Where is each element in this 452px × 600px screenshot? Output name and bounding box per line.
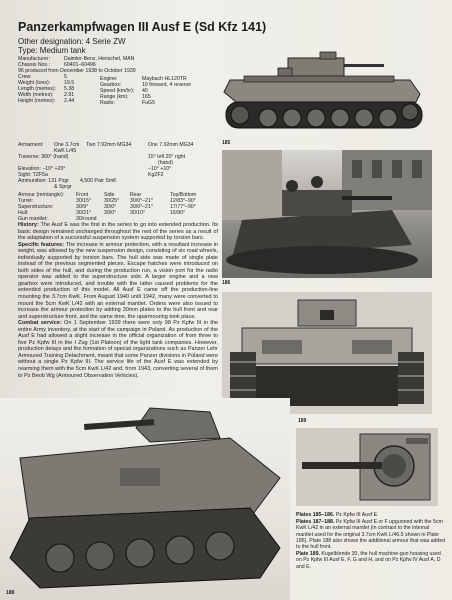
gear-row: Gearbox: 10 forward, 4 reverse	[100, 82, 192, 89]
caption: Plates 187–188. Pz Kpfw III Ausf E or F upgunned with the 5cm KwK L/42 in an external mantlet (in contrast to the internal mantlet used for the original 3.7cm KwK L/46.5 shown in Plate 186). Plate 188 also shows the additional armour that was added to the hull front.	[296, 519, 446, 551]
spec-row: 96 produced from December 1938 to October 1939	[18, 68, 136, 75]
plate-189-photo	[296, 428, 438, 506]
spec-row: Length (metres): 5.38	[18, 86, 75, 93]
plate-number: 186	[222, 280, 231, 286]
designation-line: Other designation: 4 Serie ZW	[18, 37, 126, 46]
spec-row: Crew: 5	[18, 74, 67, 81]
gear-row: Range (km): 165	[100, 94, 151, 101]
spec-row: Width (metres): 2.91	[18, 92, 75, 99]
armour-row: Hull: 30/21° 30/0° 30/10° 16/90°	[18, 210, 186, 217]
armament-block: Armament: One 3.7cm Two 7.92mm MG34 One 7.92mm MG34 KwK L/45 Traverse: 360° (hand) 15° left 20° right (hand)	[18, 142, 194, 167]
paragraph: Specific features: The increase in armour protection, with a resultant increase in weight, was allowed by the new suspension design, consisting of six road wheels, individually supported by torsion bars. The hull side was made of single plate instead of the previous segmented pieces. Escape hatches were introduced on both sides of the hull, and during the production run, a vision port for the radio operator was added to the superstructure side. A larger engine and a new gearbox were introduced, and trouble with the latter caused problems for the extended production of this model. All Ausf E came off the production-line mounting the 3.7cm KwK. From August 1940 until 1942, many were converted to mount the 5cm KwK L/42 with an external mantlet. Orders were also issued to increase the armour protection by adding 30mm plates to the hull front and rear and superstructure front, and the same time, the uparmouring took place.	[18, 241, 218, 320]
armour-table	[18, 192, 228, 222]
plate-number: 188	[6, 590, 15, 596]
paragraph: History: The Ausf E was the first in the series to go into extended production. Its basic design remained unchanged throughout the rest of the series as a result of the adaptation of a successful suspension system supported by torsion bars.	[18, 222, 218, 242]
caption: Plates 185–186. Pz Kpfw III Ausf E.	[296, 512, 379, 518]
armour-header: Armour (mm/angle): Front Side Rear Top/Bottom	[18, 192, 197, 198]
spec-row: Weight (tons): 19.5	[18, 80, 75, 87]
spec-row: Chassis Nos.: 60401–60496	[18, 62, 96, 69]
plate-186-photo	[222, 150, 432, 278]
armour-row: Turret: 30/15° 30/25° 30/0°–21° 12/83°–90°	[18, 198, 196, 205]
page-title: Panzerkampfwagen III Ausf E (Sd Kfz 141)	[18, 20, 267, 34]
spec-row: Manufacturer: Daimler-Benz, Henschel, MAN	[18, 56, 135, 62]
plate-number: 189	[298, 418, 307, 424]
plate-188-photo	[0, 398, 290, 600]
gear-row: Engine: Maybach HL120TR	[100, 76, 187, 82]
spec-row: Height (metres): 2.44	[18, 98, 75, 105]
gear-row: Radio: FuG5	[100, 100, 155, 107]
paragraph: Combat service: On 1 September 1939 there were only 98 Pz Kpfw III in the entire Army inventory, at the start of the campaign in Poland. As production of the Ausf E had allowed a slight increase in the official organization of from three to five Pz Kpfw III in the I Zug (1st Platoon) of the light tank companies. However, production delays and the formation of special organizations such as Panzer Lehr Armoured Training Detachment, meant that some Panzer divisions in Poland were without a single Pz Kpfw III. The service life of the Ausf E was extended by rearming them with the 5cm KwK L/42 and, from 1943, converting several of them to Pz Beob Wg (Armoured Observation Vehicles).	[18, 320, 218, 379]
caption: Plate 189. Kugelblende 30, the hull machine-gun housing used on Pz Kpfw III Ausf E, F, G and H, and on Pz Kpfw IV Ausf A, D and E.	[296, 551, 441, 570]
type-line: Type: Medium tank	[18, 46, 86, 55]
plate-185-tank-side-drawing	[220, 50, 432, 136]
armour-row: Superstructure: 30/9° 30/0° 30/0°–21° 17/77°–90°	[18, 204, 196, 211]
plate-187-photo	[222, 292, 432, 414]
gear-row: Speed (km/hr): 40	[100, 88, 148, 95]
plate-number: 185	[222, 140, 231, 146]
armament-block-2: Elevation: −10° +20° −10° +10° Sight: TZF5a KgZF2 Ammunition: 131 Pzgr 4,500 Patr SmK & Sprgr	[18, 166, 172, 191]
body-text	[18, 222, 218, 379]
plate-captions	[296, 512, 446, 571]
armour-row: Gun mantlet: 30/round	[18, 216, 97, 223]
drivetrain-list	[100, 76, 191, 106]
